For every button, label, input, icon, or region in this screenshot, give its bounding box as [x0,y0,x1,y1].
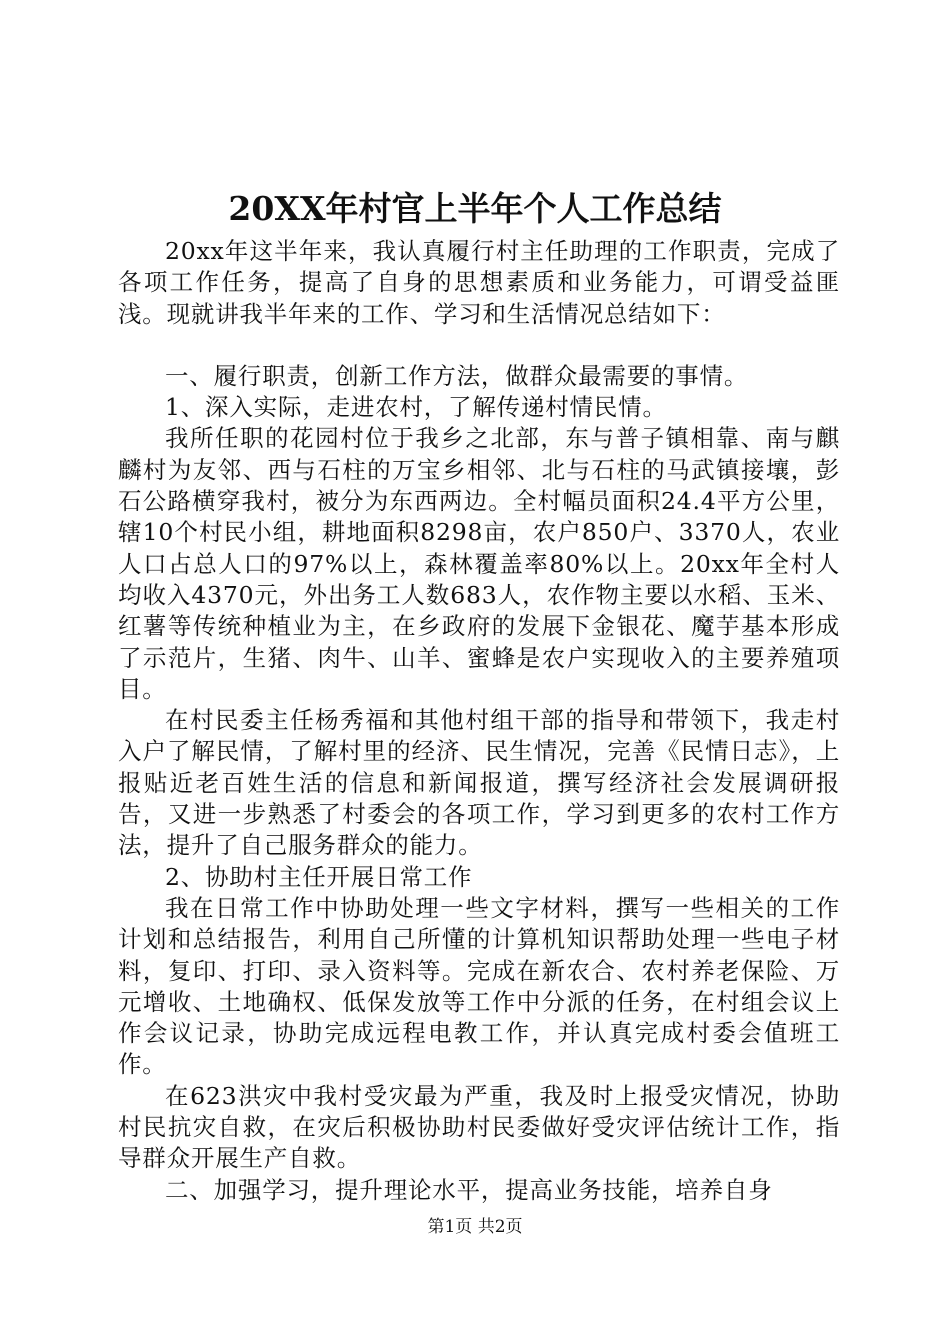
document-title: 20XX年村官上半年个人工作总结 [228,189,722,228]
document-body [118,236,840,1206]
page-footer: 第1页 共2页 [427,1217,523,1237]
flood-relief-paragraph: 在623洪灾中我村受灾最为严重，我及时上报受灾情况，协助村民抗灾自救，在灾后积极协助村民委做好受灾评估统计工作，指导群众开展生产自救。 [118,1081,840,1173]
section-heading-1: 一、履行职责，创新工作方法，做群众最需要的事情。 [165,361,749,390]
subsection-heading-2: 2、协助村主任开展日常工作 [165,862,473,891]
village-overview-paragraph: 我所任职的花园村位于我乡之北部，东与普子镇相靠、南与麒麟村为友邻、西与石柱的万宝乡相邻、北与石柱的马武镇接壤，彭石公路横穿我村，被分为东西两边。全村幅员面积24.4平方公里，辖10个村民小组，耕地面积8298亩，农户850户、3370人，农业人口占总人口的97%以上，森林覆盖率80%以上。20xx年全村人均收入4370元，外出务工人数683人，农作物主要以水稻、玉米、红薯等传统种植业为主，在乡政府的发展下金银花、魔芋基本形成了示范片，生猪、肉牛、山羊、蜜蜂是农户实现收入的主要养殖项目。 [118,424,840,703]
field-work-paragraph: 在村民委主任杨秀福和其他村组干部的指导和带领下，我走村入户了解民情，了解村里的经济、民生情况，完善《民情日志》，上报贴近老百姓生活的信息和新闻报道，撰写经济社会发展调研报告，又进一步熟悉了村委会的各项工作，学习到更多的农村工作方法，提升了自己服务群众的能力。 [118,706,840,860]
section-heading-2: 二、加强学习，提升理论水平，提高业务技能，培养自身 [165,1175,773,1204]
intro-paragraph: 20xx年这半年来，我认真履行村主任助理的工作职责，完成了各项工作任务，提高了自身的思想素质和业务能力，可谓受益匪浅。现就讲我半年来的工作、学习和生活情况总结如下： [118,237,840,328]
subsection-heading-1: 1、深入实际，走进农村，了解传递村情民情。 [165,393,667,422]
daily-work-paragraph: 我在日常工作中协助处理一些文字材料，撰写一些相关的工作计划和总结报告，利用自己所懂的计算机知识帮助处理一些电子材料，复印、打印、录入资料等。完成在新农合、农村养老保险、万元增收、土地确权、低保发放等工作中分派的任务，在村组会议上作会议记录，协助完成远程电教工作，并认真完成村委会值班工作。 [118,893,840,1079]
